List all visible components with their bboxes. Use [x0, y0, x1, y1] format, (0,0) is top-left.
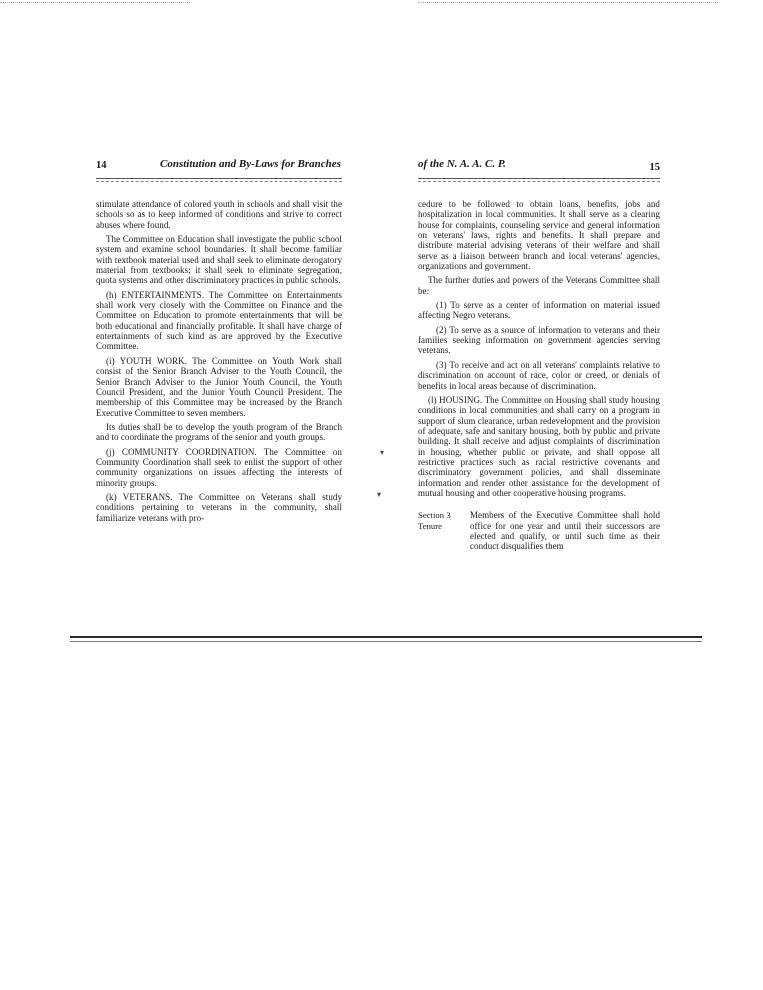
paragraph-veterans: (k) VETERANS. The Committee on Veterans shall study conditions pertaining to veterans in the community, shall familiarize veterans with pro- — [96, 491, 342, 523]
section-3 — [418, 510, 660, 551]
gutter-mark: ▾ — [377, 490, 382, 499]
right-running-head: of the N. A. A. C. P. — [418, 158, 506, 170]
paragraph: Its duties shall be to develop the youth program of the Branch and to coordinate the programs of the senior and youth groups. — [96, 421, 342, 443]
list-item: (3) To receive and act on all veterans' complaints relative to discrimination on account of race, color or creed, or denials of benefits in local areas because of discrimination. — [418, 359, 660, 391]
right-page-number: 15 — [649, 162, 660, 173]
left-page-number: 14 — [96, 160, 107, 171]
section-number: Section 3 — [418, 510, 451, 521]
left-header-rule-double — [96, 181, 342, 182]
right-page-body — [418, 199, 660, 552]
paragraph-community-coordination: (j) COMMUNITY COORDINATION. The Committee on Community Coordination shall seek to enlist the support of other community organizations on issues affecting the interests of minority groups. — [96, 446, 342, 488]
top-scan-edge-right — [418, 2, 718, 3]
left-page-body — [96, 199, 342, 527]
list-item: (2) To serve as a source of information to veterans and their families seeking information on government agencies serving veterans. — [418, 324, 660, 356]
list-item: (1) To serve as a center of information on material issued affecting Negro veterans. — [418, 300, 660, 321]
section-text: Members of the Executive Committee shall hold office for one year and until their successors are elected and qualify, or until such time as their conduct disqualifies them — [470, 510, 660, 552]
right-header-rule-double — [418, 181, 660, 182]
page-bottom-rule-thin — [70, 641, 702, 642]
top-scan-edge-left — [0, 2, 190, 3]
section-sublabel: Tenure — [418, 520, 443, 531]
paragraph: stimulate attendance of colored youth in schools and shall visit the schools so as to keep informed of conditions and strive to correct abuses where found. — [96, 199, 342, 230]
section-label — [418, 510, 470, 551]
paragraph-entertainments: (h) ENTERTAINMENTS. The Committee on Entertainments shall work very closely with the Committee on Finance and the Committee on Education to promote entertainments that will be both educational and financially profitable. It shall have charge of entertainments of such kind as are approved by the Executive Committee. — [96, 289, 342, 352]
left-running-head: Constitution and By-Laws for Branches — [160, 158, 341, 170]
right-page-header — [418, 158, 660, 176]
paragraph: cedure to be followed to obtain loans, benefits, jobs and hospitalization in local communities. It shall serve as a clearing house for complaints, counseling service and general information on veterans' laws, rights and benefits. It shall prepare and distribute material advising veterans of their welfare and shall serve as a liaison between branch and local veterans' agencies, organizations and government. — [418, 199, 660, 272]
left-header-rule — [96, 178, 342, 179]
paragraph: The further duties and powers of the Veterans Committee shall be: — [418, 275, 660, 296]
right-header-rule — [418, 178, 660, 179]
paragraph-housing: (l) HOUSING. The Committee on Housing shall study housing conditions in local communities and shall carry on a program in support of slum clearance, urban redevelopment and the provision of adequate, safe and sanitary housing, both by public and private building. It shall receive and adjust complaints of discrimination in housing, whether public or private, and shall oppose all restrictive practices such as racial restrictive covenants and discriminatory government policies, and shall disseminate information and render other assistance for the development of mutual housing and other cooperative housing programs. — [418, 394, 660, 498]
gutter-mark: ▾ — [380, 448, 385, 457]
left-page-header — [96, 158, 342, 176]
paragraph: The Committee on Education shall investigate the public school system and examine school boundaries. It shall become familiar with textbook material used and shall seek to eliminate derogatory material from textbooks; it shall seek to eliminate segregation, quota systems and other discriminatory practices in public schools. — [96, 234, 342, 286]
page-bottom-rule — [70, 636, 702, 638]
paragraph-youth-work: (i) YOUTH WORK. The Committee on Youth Work shall consist of the Senior Branch Adviser to the Youth Council, the Senior Branch Adviser to the Junior Youth Council, the Youth Council President, and the Junior Youth Council President. The membership of this Committee may be increased by the Branch Executive Committee to seven members. — [96, 355, 342, 418]
